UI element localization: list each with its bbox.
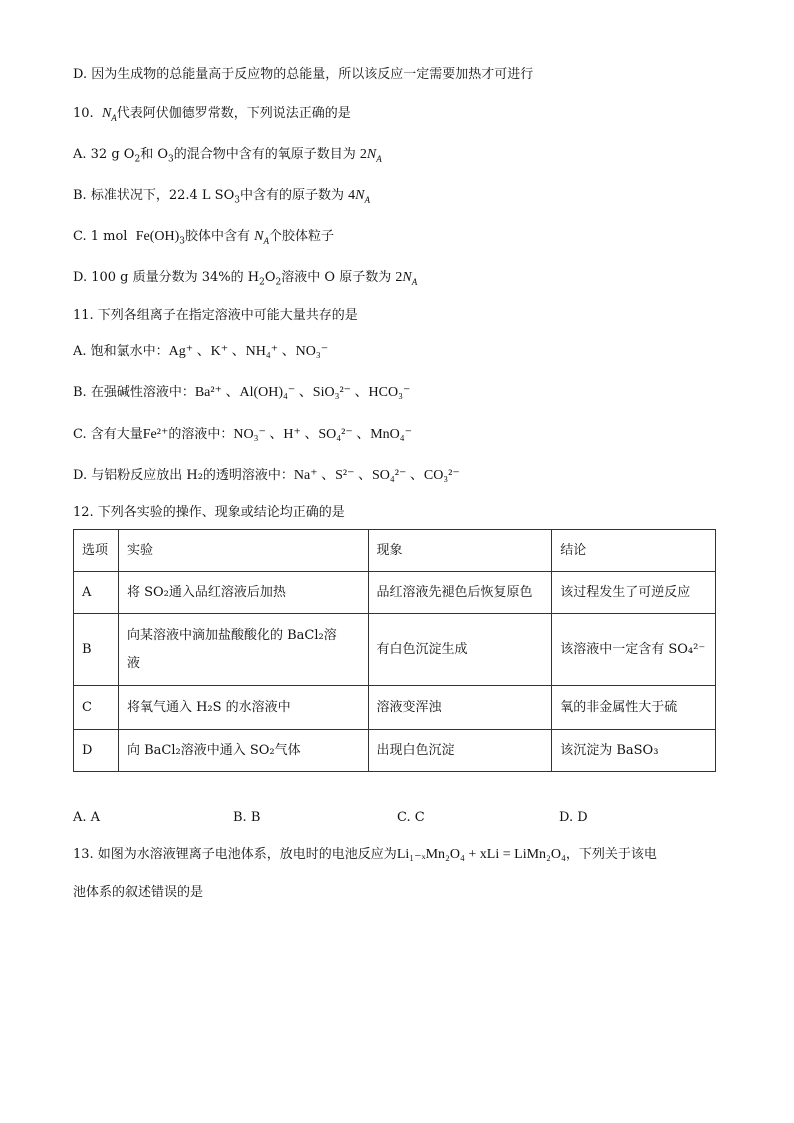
table-cell: 品红溶液先褪色后恢复原色 — [368, 572, 552, 614]
q9-option-d — [73, 66, 533, 84]
table-cell: 氧的非金属性大于硫 — [552, 686, 716, 730]
q13-formula: Li₁₋ₓMn₂O₄ + xLi = LiMn₂O₄ — [396, 847, 566, 862]
table-cell: 将氧气通入 H₂S 的水溶液中 — [118, 686, 368, 730]
choice-c: C. C — [397, 810, 425, 825]
q10-option-a: A. 32 g $O_2$和 $O_3$的混合物中含有的氧原子数目为 $2N_A$ — [73, 147, 382, 165]
q11-option-c: C. 含有大量Fe²⁺的溶液中：NO₃⁻ 、H⁺ 、SO₄²⁻ 、MnO₄⁻ — [73, 427, 413, 442]
q11-option-b: B. 在强碱性溶液中：Ba²⁺ 、Al(OH)₄⁻ 、SiO₃²⁻ 、HCO₃⁻ — [73, 385, 411, 400]
q12-stem: 12. 下列各实验的操作、现象或结论均正确的是 — [73, 505, 345, 520]
choice-b: B. B — [233, 810, 261, 825]
q13-stem-line2: 池体系的叙述错误的是 — [73, 885, 204, 900]
table-cell: C — [74, 686, 119, 730]
table-header: 实验 — [118, 530, 368, 572]
q12-choices — [73, 810, 593, 828]
choice-d: D. D — [559, 810, 588, 825]
q10-stem — [73, 105, 351, 123]
table-header: 结论 — [552, 530, 716, 572]
table-row — [74, 686, 716, 730]
table-cell: 溶液变浑浊 — [368, 686, 552, 730]
table-header-row — [74, 530, 716, 572]
table-cell: 向某溶液中滴加盐酸酸化的 BaCl₂溶液 — [118, 614, 368, 686]
table-cell: B — [74, 614, 119, 686]
na-symbol: $N_A$ — [101, 106, 117, 123]
table-header: 选项 — [74, 530, 119, 572]
q10-option-d: D. 100 g 质量分数为 34%的 $H_2O_2$溶液中 O 原子数为 $2N_A$ — [73, 270, 418, 288]
q10-stem-text: 代表阿伏伽德罗常数，下列说法正确的是 — [116, 106, 351, 121]
q13-stem: 13. 如图为水溶液锂离子电池体系，放电时的电池反应为Li₁₋ₓMn₂O₄ + xLi = LiMn₂O₄，下列关于该电 — [73, 847, 657, 862]
table-cell: 该过程发生了可逆反应 — [552, 572, 716, 614]
table-cell: 该溶液中一定含有 SO₄²⁻ — [552, 614, 716, 686]
q9-option-d-text: D. 因为生成物的总能量高于反应物的总能量，所以该反应一定需要加热才可进行 — [73, 67, 534, 82]
table-cell: 出现白色沉淀 — [368, 730, 552, 772]
table-cell: A — [74, 572, 119, 614]
q10-number: 10. — [73, 106, 94, 121]
table-cell: 该沉淀为 BaSO₃ — [552, 730, 716, 772]
table-row — [74, 730, 716, 772]
q10-option-c: C. 1 mol $Fe(OH)_3$胶体中含有 $N_A$个胶体粒子 — [73, 229, 335, 247]
table-cell: 将 SO₂通入品红溶液后加热 — [118, 572, 368, 614]
table-cell: 向 BaCl₂溶液中通入 SO₂气体 — [118, 730, 368, 772]
choice-a: A. A — [73, 810, 101, 825]
table-header: 现象 — [368, 530, 552, 572]
q11-option-d: D. 与铝粉反应放出 H₂的透明溶液中：Na⁺ 、S²⁻ 、SO₄²⁻ 、CO₃²⁻ — [73, 468, 460, 483]
q11-stem: 11. 下列各组离子在指定溶液中可能大量共存的是 — [73, 308, 358, 323]
q11-option-a: A. 饱和氯水中：Ag⁺ 、K⁺ 、NH₄⁺ 、NO₃⁻ — [73, 344, 329, 359]
table-cell: 有白色沉淀生成 — [368, 614, 552, 686]
table-row — [74, 614, 716, 686]
table-cell: D — [74, 730, 119, 772]
q12-table — [73, 529, 716, 772]
q10-option-b: B. 标准状况下，22.4 L $SO_3$中含有的原子数为 $4N_A$ — [73, 188, 370, 206]
table-row — [74, 572, 716, 614]
